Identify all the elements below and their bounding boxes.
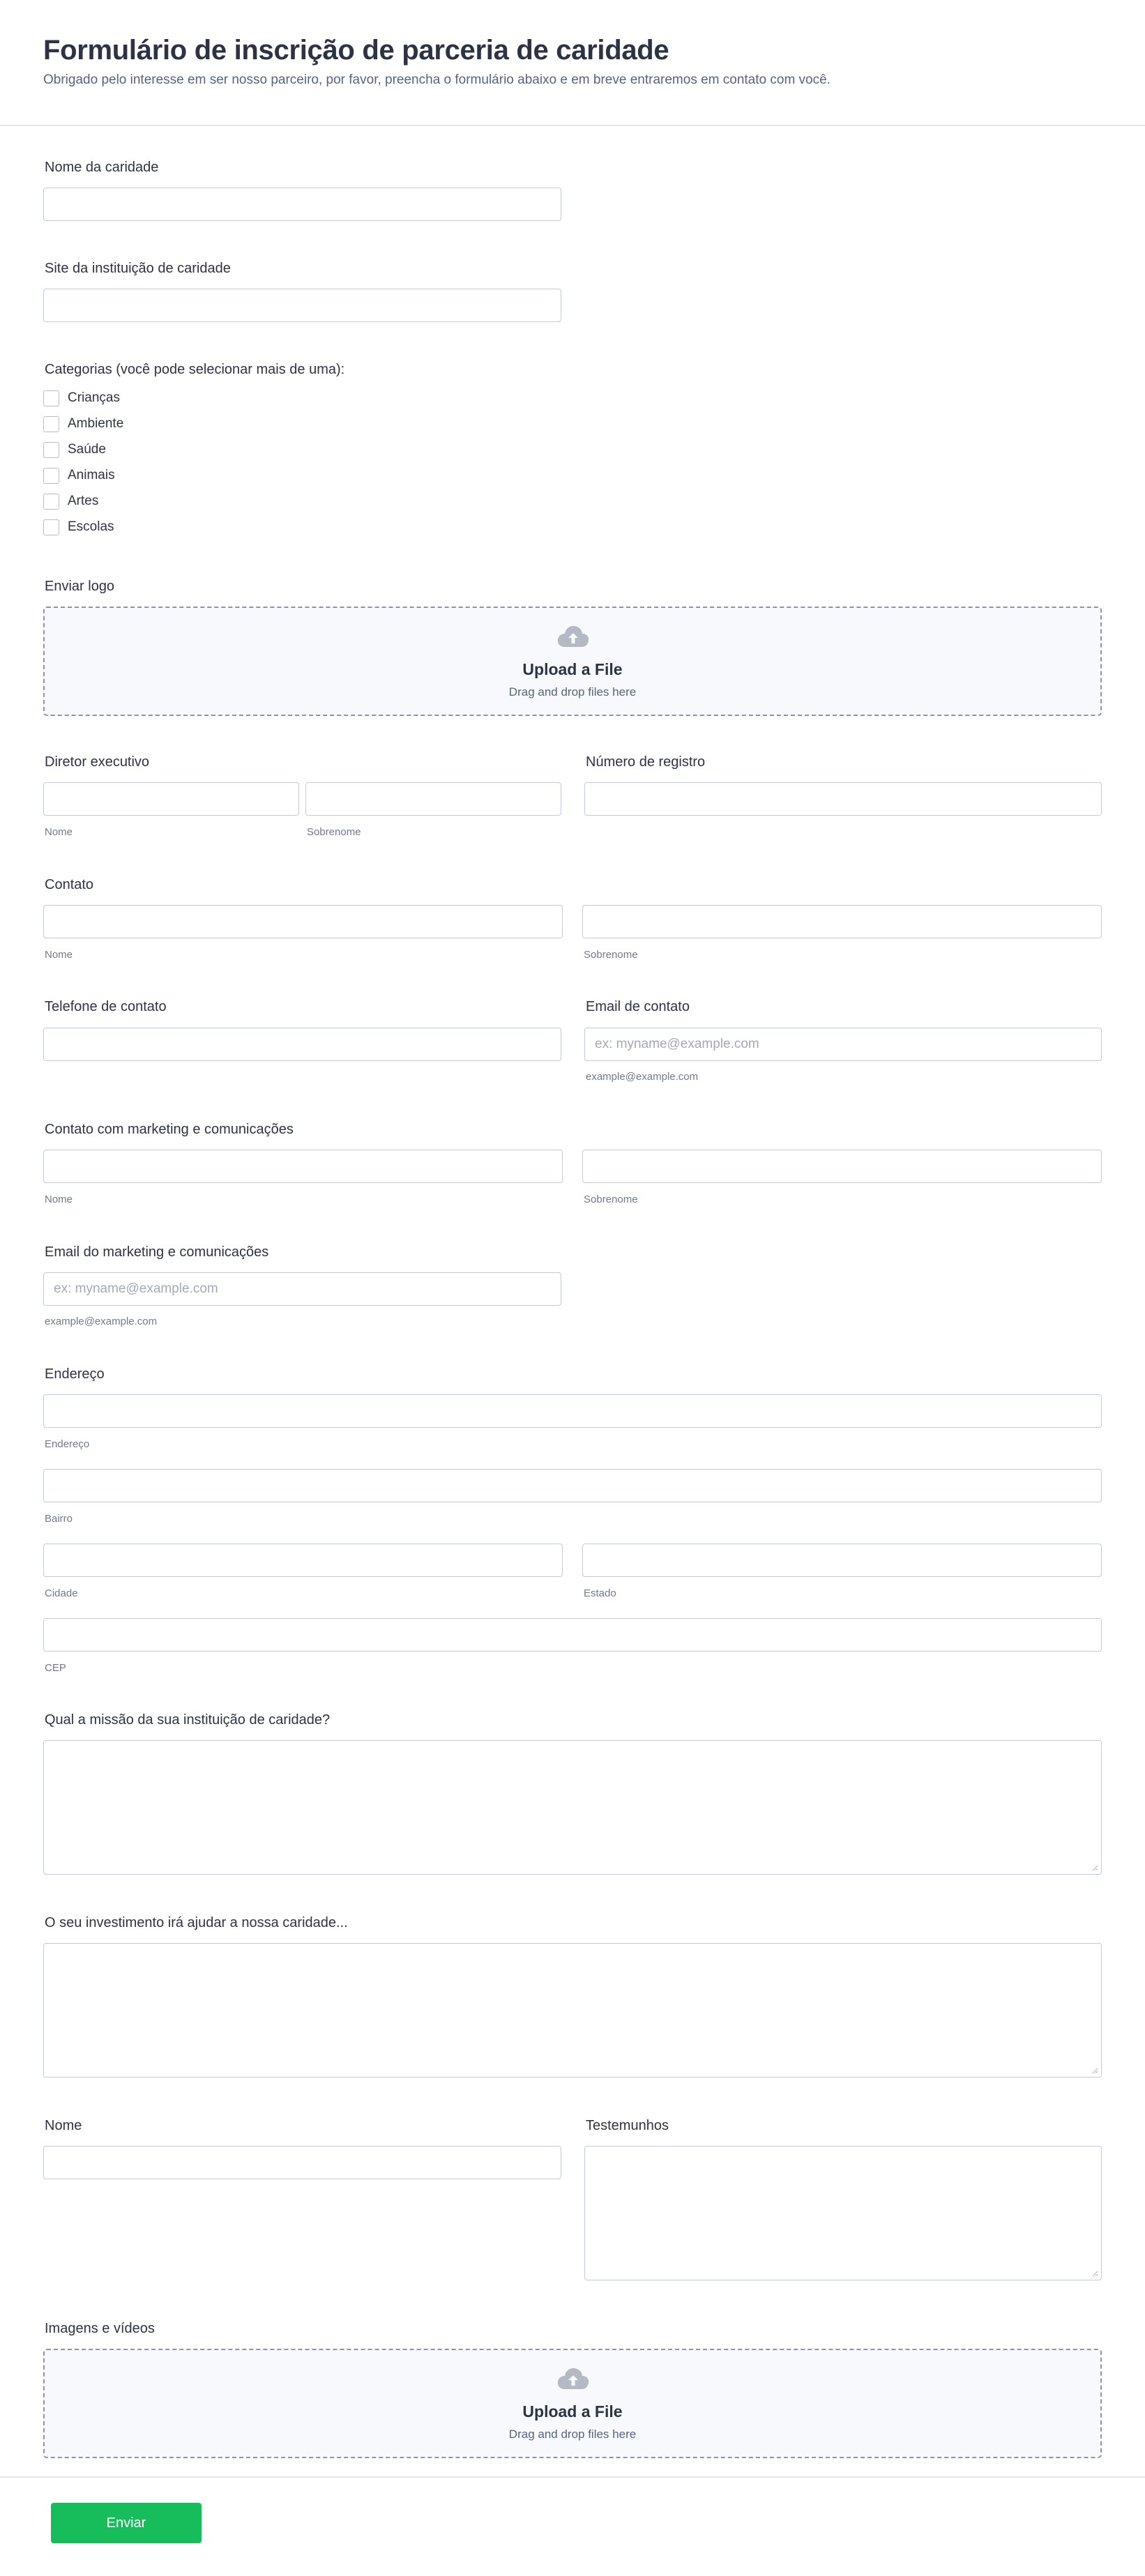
- registration-number-input[interactable]: [584, 782, 1102, 816]
- address-street-input[interactable]: [43, 1394, 1102, 1428]
- executive-director-label: Diretor executivo: [45, 754, 150, 770]
- form-header: [0, 0, 1145, 126]
- category-option-label: Escolas: [68, 519, 114, 534]
- contact-first-name-sublabel: Nome: [45, 949, 73, 961]
- address-label: Endereço: [45, 1366, 105, 1382]
- address-zip-input[interactable]: [43, 1618, 1102, 1652]
- address-district-sublabel: Bairro: [45, 1513, 73, 1525]
- marketing-email-sublabel: example@example.com: [45, 1316, 158, 1327]
- address-city-input[interactable]: [43, 1544, 563, 1577]
- category-checkbox[interactable]: [43, 494, 59, 510]
- address-district-input[interactable]: [43, 1469, 1102, 1502]
- resize-grip-icon[interactable]: [1091, 2270, 1098, 2277]
- resize-grip-icon[interactable]: [1091, 2067, 1098, 2074]
- categories-label: Categorias (você pode selecionar mais de uma):: [45, 362, 345, 377]
- charity-name-label: Nome da caridade: [45, 160, 159, 175]
- category-checkbox[interactable]: [43, 519, 59, 535]
- contact-label: Contato: [45, 877, 94, 892]
- testimonials-label: Testemunhos: [586, 2118, 669, 2133]
- charity-name-input[interactable]: [43, 188, 561, 221]
- marketing-contact-first-name-sublabel: Nome: [45, 1194, 73, 1205]
- category-option-escolas[interactable]: [43, 519, 114, 535]
- category-option-label: Animais: [68, 468, 115, 482]
- logo-upload-label: Enviar logo: [45, 579, 115, 594]
- contact-phone-input[interactable]: [43, 1028, 561, 1061]
- category-checkbox[interactable]: [43, 390, 59, 406]
- executive-director-first-name-sublabel: Nome: [45, 826, 73, 838]
- resize-grip-icon[interactable]: [1091, 1864, 1098, 1871]
- charity-site-label: Site da instituição de caridade: [45, 261, 231, 276]
- contact-email-input[interactable]: [584, 1028, 1102, 1061]
- cloud-upload-icon: [556, 625, 590, 648]
- address-state-sublabel: Estado: [584, 1587, 616, 1599]
- marketing-contact-label: Contato com marketing e comunicações: [45, 1122, 294, 1137]
- upload-subtitle: Drag and drop files here: [508, 685, 637, 699]
- submit-button[interactable]: Enviar: [51, 2503, 202, 2543]
- marketing-contact-first-name-input[interactable]: [43, 1150, 563, 1183]
- marketing-email-input[interactable]: [43, 1272, 561, 1306]
- category-option-label: Artes: [68, 494, 99, 508]
- category-option-label: Crianças: [68, 390, 120, 405]
- media-upload-dropzone[interactable]: [43, 2349, 1102, 2458]
- upload-title: Upload a File: [522, 2402, 623, 2421]
- registration-number-label: Número de registro: [586, 754, 706, 770]
- investment-textarea[interactable]: [43, 1943, 1102, 2078]
- address-state-input[interactable]: [582, 1544, 1102, 1577]
- category-option-artes[interactable]: [43, 493, 98, 510]
- marketing-contact-last-name-input[interactable]: [582, 1150, 1102, 1183]
- media-upload-label: Imagens e vídeos: [45, 2321, 155, 2336]
- contact-phone-label: Telefone de contato: [45, 999, 167, 1014]
- contact-last-name-sublabel: Sobrenome: [584, 949, 638, 961]
- category-option-label: Saúde: [68, 442, 106, 457]
- category-checkbox[interactable]: [43, 442, 59, 458]
- category-option-animais[interactable]: [43, 467, 115, 484]
- upload-subtitle: Drag and drop files here: [508, 2428, 637, 2441]
- executive-director-last-name-input[interactable]: [305, 782, 561, 816]
- name-label: Nome: [45, 2118, 82, 2133]
- testimonials-textarea[interactable]: [584, 2146, 1102, 2280]
- page-title: Formulário de inscrição de parceria de caridade: [43, 35, 669, 66]
- category-option-criancas[interactable]: [43, 390, 120, 406]
- category-option-ambiente[interactable]: [43, 416, 123, 432]
- marketing-contact-last-name-sublabel: Sobrenome: [584, 1194, 638, 1205]
- category-option-label: Ambiente: [68, 416, 124, 431]
- address-street-sublabel: Endereço: [45, 1438, 90, 1450]
- charity-site-input[interactable]: [43, 289, 561, 322]
- address-city-sublabel: Cidade: [45, 1587, 78, 1599]
- page-subtitle: Obrigado pelo interesse em ser nosso parceiro, por favor, preencha o formulário abaixo e em breve entraremos em contato com você.: [43, 73, 831, 87]
- contact-email-sublabel: example@example.com: [586, 1071, 699, 1083]
- category-checkbox[interactable]: [43, 416, 59, 432]
- executive-director-first-name-input[interactable]: [43, 782, 299, 816]
- contact-first-name-input[interactable]: [43, 905, 563, 938]
- address-zip-sublabel: CEP: [45, 1662, 66, 1674]
- executive-director-last-name-sublabel: Sobrenome: [307, 826, 361, 838]
- category-checkbox[interactable]: [43, 468, 59, 484]
- name-input[interactable]: [43, 2146, 561, 2179]
- investment-label: O seu investimento irá ajudar a nossa caridade...: [45, 1915, 348, 1930]
- contact-email-label: Email de contato: [586, 999, 690, 1014]
- cloud-upload-icon: [556, 2367, 590, 2391]
- category-option-saude[interactable]: [43, 441, 106, 458]
- contact-last-name-input[interactable]: [582, 905, 1102, 938]
- upload-title: Upload a File: [522, 660, 623, 678]
- marketing-email-label: Email do marketing e comunicações: [45, 1244, 269, 1260]
- logo-upload-dropzone[interactable]: [43, 607, 1102, 716]
- mission-label: Qual a missão da sua instituição de caridade?: [45, 1712, 331, 1728]
- mission-textarea[interactable]: [43, 1740, 1102, 1875]
